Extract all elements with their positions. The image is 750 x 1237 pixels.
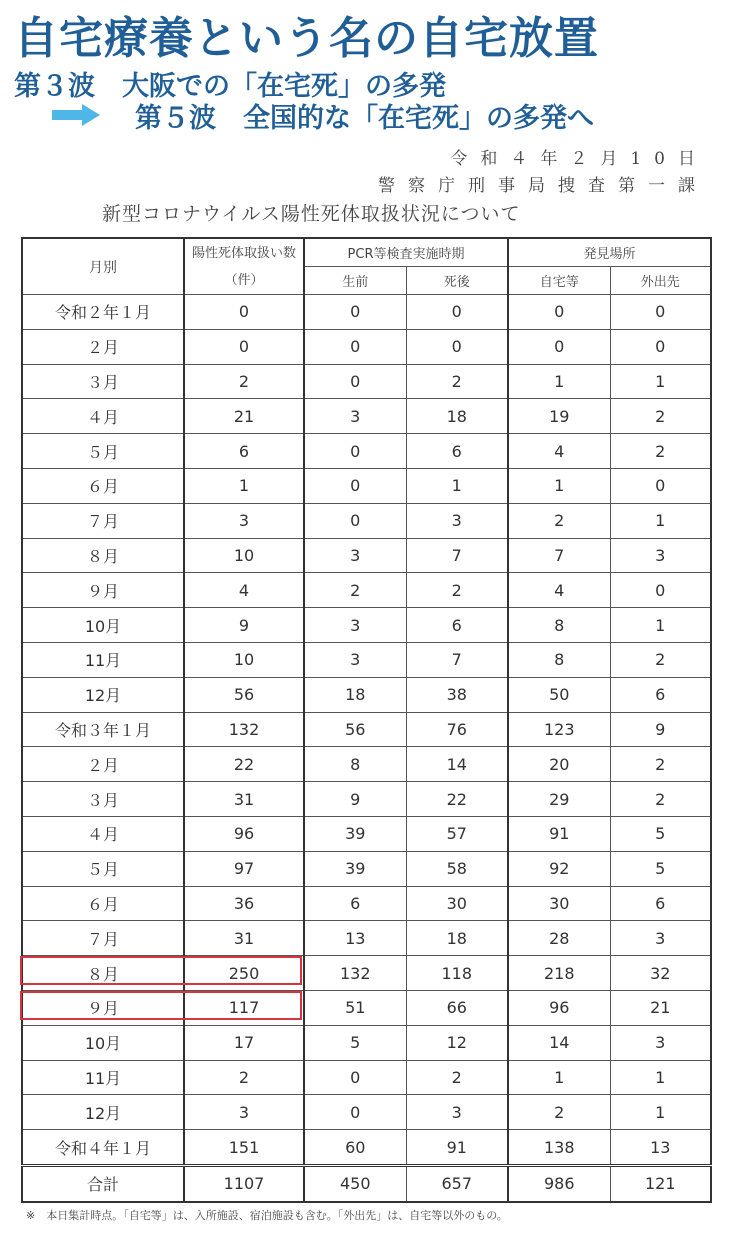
value-cell: 3 (304, 608, 406, 643)
value-cell: 8 (304, 747, 406, 782)
header-pcr-group: PCR等検査実施時期 (304, 238, 508, 267)
value-cell: 18 (406, 921, 508, 956)
value-cell: 92 (508, 851, 610, 886)
value-cell: 6 (406, 434, 508, 469)
month-cell: ５月 (22, 851, 184, 886)
value-cell: 1 (610, 364, 711, 399)
value-cell: 0 (304, 329, 406, 364)
value-cell: 3 (184, 503, 304, 538)
value-cell: 66 (406, 990, 508, 1025)
value-cell: 1 (610, 1060, 711, 1095)
value-cell: 20 (508, 747, 610, 782)
value-cell: 9 (610, 712, 711, 747)
value-cell: 29 (508, 782, 610, 817)
document-date: 令和４年２月10日 (450, 149, 708, 169)
value-cell: 3 (304, 538, 406, 573)
right-arrow-icon (52, 104, 100, 126)
table-row (22, 1025, 711, 1060)
value-cell: 13 (304, 921, 406, 956)
value-cell: 10 (184, 642, 304, 677)
value-cell: 21 (184, 399, 304, 434)
value-cell: 3 (304, 642, 406, 677)
value-cell: 1 (508, 1060, 610, 1095)
value-cell: 19 (508, 399, 610, 434)
value-cell: 118 (406, 956, 508, 991)
value-cell: 0 (304, 434, 406, 469)
value-cell: 12 (406, 1025, 508, 1060)
value-cell: 0 (610, 468, 711, 503)
value-cell: 1 (610, 608, 711, 643)
value-cell: 17 (184, 1025, 304, 1060)
header-month: 月別 (22, 238, 184, 295)
value-cell: 56 (184, 677, 304, 712)
value-cell: 58 (406, 851, 508, 886)
value-cell: 0 (304, 295, 406, 330)
value-cell: 56 (304, 712, 406, 747)
value-cell: 151 (184, 1130, 304, 1166)
value-cell: 0 (304, 1095, 406, 1130)
value-cell: 0 (406, 329, 508, 364)
month-cell: ９月 (22, 990, 184, 1025)
value-cell: 36 (184, 886, 304, 921)
value-cell: 2 (610, 642, 711, 677)
value-cell: 91 (406, 1130, 508, 1166)
table-row (22, 1165, 711, 1201)
value-cell: 30 (406, 886, 508, 921)
value-cell: 0 (610, 295, 711, 330)
value-cell: 14 (508, 1025, 610, 1060)
month-cell: ４月 (22, 816, 184, 851)
value-cell: 123 (508, 712, 610, 747)
value-cell: 1 (610, 1095, 711, 1130)
month-cell: 10月 (22, 1025, 184, 1060)
value-cell: 4 (508, 573, 610, 608)
value-cell: 3 (610, 921, 711, 956)
value-cell: 1 (508, 468, 610, 503)
value-cell: 4 (508, 434, 610, 469)
value-cell: 2 (184, 1060, 304, 1095)
value-cell: 6 (610, 886, 711, 921)
month-cell: ６月 (22, 468, 184, 503)
month-cell: 11月 (22, 1060, 184, 1095)
value-cell: 2 (610, 782, 711, 817)
header-pcr-before: 生前 (304, 267, 406, 295)
value-cell: 2 (184, 364, 304, 399)
table-row (22, 712, 711, 747)
table-row (22, 816, 711, 851)
value-cell: 132 (184, 712, 304, 747)
value-cell: 28 (508, 921, 610, 956)
value-cell: 18 (304, 677, 406, 712)
value-cell: 13 (610, 1130, 711, 1166)
header-place-out: 外出先 (610, 267, 711, 295)
table-row (22, 851, 711, 886)
value-cell: 3 (184, 1095, 304, 1130)
footnote: ※ 本日集計時点。「自宅等」は、入所施設、宿泊施設も含む。「外出先」は、自宅等以外のもの。 (26, 1209, 508, 1222)
value-cell: 0 (610, 573, 711, 608)
table-row (22, 1095, 711, 1130)
value-cell: 39 (304, 816, 406, 851)
table-body (22, 295, 711, 1202)
month-cell: ４月 (22, 399, 184, 434)
value-cell: 14 (406, 747, 508, 782)
value-cell: 91 (508, 816, 610, 851)
value-cell: 9 (184, 608, 304, 643)
table-row (22, 886, 711, 921)
subtitle-wave5: 第５波 全国的な「在宅死」の多発へ (135, 103, 594, 134)
value-cell: 0 (304, 468, 406, 503)
month-cell: ８月 (22, 956, 184, 991)
table-row (22, 364, 711, 399)
value-cell: 2 (508, 1095, 610, 1130)
header-count: 陽性死体取扱い数（件） (184, 238, 304, 295)
value-cell: 0 (304, 364, 406, 399)
headline-title: 自宅療養という名の自宅放置 (14, 13, 599, 64)
subtitle-wave3: 第３波 大阪での「在宅死」の多発 (14, 71, 446, 102)
value-cell: 10 (184, 538, 304, 573)
value-cell: 22 (184, 747, 304, 782)
month-cell: 10月 (22, 608, 184, 643)
value-cell: 22 (406, 782, 508, 817)
value-cell: 2 (610, 434, 711, 469)
month-cell: ３月 (22, 364, 184, 399)
value-cell: 2 (304, 573, 406, 608)
value-cell: 5 (610, 851, 711, 886)
month-cell: ５月 (22, 434, 184, 469)
value-cell: 1 (406, 468, 508, 503)
table-row (22, 608, 711, 643)
table-row (22, 434, 711, 469)
header-pcr-after: 死後 (406, 267, 508, 295)
value-cell: 0 (184, 329, 304, 364)
value-cell: 7 (508, 538, 610, 573)
month-cell: 11月 (22, 642, 184, 677)
value-cell: 8 (508, 608, 610, 643)
value-cell: 0 (610, 329, 711, 364)
value-cell: 39 (304, 851, 406, 886)
value-cell: 18 (406, 399, 508, 434)
value-cell: 31 (184, 921, 304, 956)
table-row (22, 503, 711, 538)
value-cell: 5 (304, 1025, 406, 1060)
month-cell: 12月 (22, 1095, 184, 1130)
value-cell: 30 (508, 886, 610, 921)
value-cell: 3 (406, 503, 508, 538)
table-row (22, 329, 711, 364)
value-cell: 97 (184, 851, 304, 886)
value-cell: 657 (406, 1165, 508, 1201)
value-cell: 117 (184, 990, 304, 1025)
value-cell: 6 (610, 677, 711, 712)
month-cell: ２月 (22, 747, 184, 782)
month-cell: 令和３年１月 (22, 712, 184, 747)
month-cell: 12月 (22, 677, 184, 712)
month-cell: ２月 (22, 329, 184, 364)
table-row (22, 468, 711, 503)
value-cell: 1107 (184, 1165, 304, 1201)
value-cell: 3 (610, 538, 711, 573)
table-row (22, 782, 711, 817)
value-cell: 2 (610, 399, 711, 434)
value-cell: 0 (184, 295, 304, 330)
value-cell: 3 (406, 1095, 508, 1130)
value-cell: 32 (610, 956, 711, 991)
value-cell: 3 (610, 1025, 711, 1060)
value-cell: 986 (508, 1165, 610, 1201)
value-cell: 6 (304, 886, 406, 921)
value-cell: 4 (184, 573, 304, 608)
value-cell: 31 (184, 782, 304, 817)
value-cell: 0 (304, 503, 406, 538)
value-cell: 2 (508, 503, 610, 538)
document-issuer: 警察庁刑事局捜査第一課 (378, 176, 708, 196)
value-cell: 450 (304, 1165, 406, 1201)
value-cell: 96 (508, 990, 610, 1025)
value-cell: 76 (406, 712, 508, 747)
table-row (22, 399, 711, 434)
month-cell: ７月 (22, 503, 184, 538)
value-cell: 8 (508, 642, 610, 677)
value-cell: 1 (184, 468, 304, 503)
value-cell: 2 (406, 364, 508, 399)
value-cell: 9 (304, 782, 406, 817)
highlight-box-sep (20, 991, 302, 1020)
month-cell: ９月 (22, 573, 184, 608)
value-cell: 0 (304, 1060, 406, 1095)
value-cell: 132 (304, 956, 406, 991)
month-cell: ３月 (22, 782, 184, 817)
month-cell: 令和４年１月 (22, 1130, 184, 1166)
month-cell: 合計 (22, 1165, 184, 1201)
table-row (22, 921, 711, 956)
value-cell: 57 (406, 816, 508, 851)
value-cell: 51 (304, 990, 406, 1025)
value-cell: 7 (406, 642, 508, 677)
value-cell: 121 (610, 1165, 711, 1201)
deaths-table (21, 237, 712, 1203)
value-cell: 0 (508, 329, 610, 364)
value-cell: 138 (508, 1130, 610, 1166)
month-cell: ８月 (22, 538, 184, 573)
value-cell: 250 (184, 956, 304, 991)
value-cell: 5 (610, 816, 711, 851)
value-cell: 6 (184, 434, 304, 469)
table-row (22, 538, 711, 573)
table-row (22, 747, 711, 782)
highlight-box-aug (20, 956, 302, 985)
table-row (22, 573, 711, 608)
table-row (22, 677, 711, 712)
header-place-group: 発見場所 (508, 238, 711, 267)
value-cell: 3 (304, 399, 406, 434)
value-cell: 218 (508, 956, 610, 991)
value-cell: 1 (610, 503, 711, 538)
month-cell: ７月 (22, 921, 184, 956)
value-cell: 96 (184, 816, 304, 851)
value-cell: 1 (508, 364, 610, 399)
table-row (22, 295, 711, 330)
header-place-home: 自宅等 (508, 267, 610, 295)
value-cell: 50 (508, 677, 610, 712)
month-cell: ６月 (22, 886, 184, 921)
value-cell: 38 (406, 677, 508, 712)
value-cell: 7 (406, 538, 508, 573)
month-cell: 令和２年１月 (22, 295, 184, 330)
value-cell: 6 (406, 608, 508, 643)
table-row (22, 1060, 711, 1095)
value-cell: 2 (406, 573, 508, 608)
table-row (22, 642, 711, 677)
value-cell: 60 (304, 1130, 406, 1166)
value-cell: 2 (610, 747, 711, 782)
value-cell: 2 (406, 1060, 508, 1095)
table-row (22, 1130, 711, 1166)
value-cell: 0 (508, 295, 610, 330)
value-cell: 21 (610, 990, 711, 1025)
value-cell: 0 (406, 295, 508, 330)
document-title: 新型コロナウイルス陽性死体取扱状況について (102, 203, 521, 225)
